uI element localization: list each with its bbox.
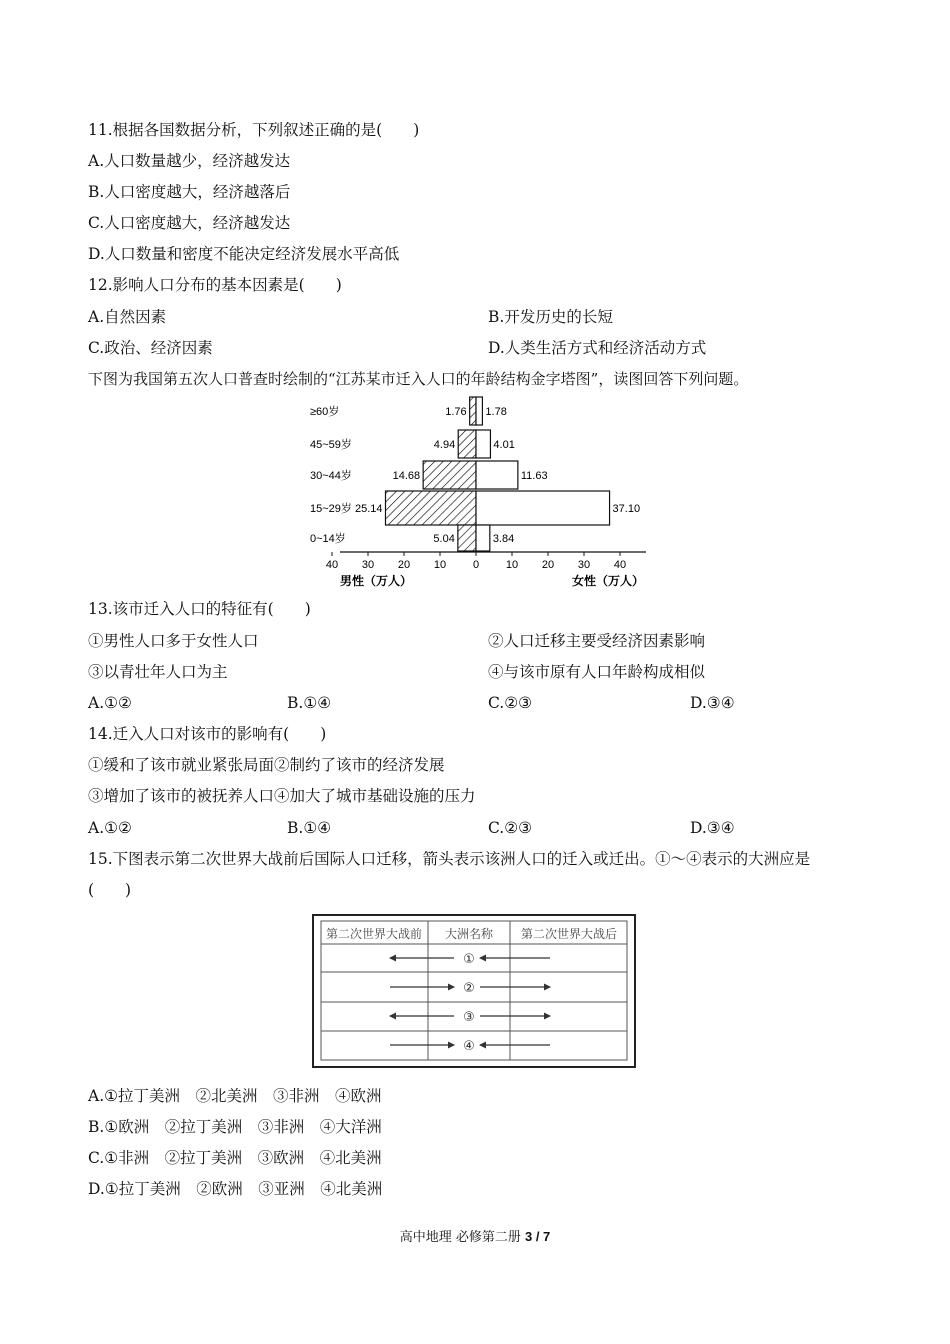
q14-stem: 14.迁入人口对该市的影响有( ) — [88, 725, 327, 743]
x-tick-label: 20 — [397, 559, 411, 571]
bar-female-4 — [476, 525, 490, 551]
pyramid-category-label: 15~29岁 — [310, 503, 352, 515]
q14-option-c: C.②③ — [488, 819, 533, 837]
pyramid-category-label: 0~14岁 — [310, 533, 346, 545]
pyramid-xlabel-female: 女性（万人） — [572, 574, 645, 588]
bar-female-3 — [476, 491, 610, 525]
q13-option-a: A.①② — [88, 694, 132, 712]
q12-option-b: B.开发历史的长短 — [488, 308, 613, 326]
footer-title: 高中地理 必修第二册 — [399, 1230, 525, 1245]
bar-female-1 — [476, 430, 490, 458]
bar-male-4 — [458, 525, 476, 551]
q11-option-b: B.人口密度越大，经济越落后 — [88, 183, 291, 201]
pyramid-category-label: ≥60岁 — [310, 406, 340, 418]
header-before-ww2: 第二次世界大战前 — [325, 927, 423, 941]
q15-option-b: B.①欧洲 ②拉丁美洲 ③非洲 ④大洋洲 — [88, 1118, 382, 1136]
bar-female-0 — [476, 397, 482, 425]
chart-intro: 下图为我国第五次人口普查时绘制的“江苏某市迁入人口的年龄结构金字塔图”，读图回答下列问题。 — [88, 370, 749, 388]
q15-option-d: D.①拉丁美洲 ②欧洲 ③亚洲 ④北美洲 — [88, 1180, 383, 1198]
q13-item-3: ③以青壮年人口为主 — [88, 663, 228, 681]
value-label-male: 25.14 — [354, 503, 383, 515]
q14-option-b: B.①④ — [287, 819, 332, 837]
q14-option-d: D.③④ — [690, 819, 735, 837]
q11-option-a: A.人口数量越少，经济越发达 — [88, 152, 291, 170]
value-label-female: 1.78 — [485, 406, 507, 418]
q14-option-a: A.①② — [88, 819, 132, 837]
value-label-female: 11.63 — [520, 470, 548, 482]
value-label-female: 3.84 — [492, 533, 515, 545]
bar-male-0 — [470, 397, 476, 425]
q15-stem-paren: ( ) — [88, 881, 132, 899]
bar-male-2 — [423, 461, 476, 489]
value-label-male: 1.76 — [445, 406, 467, 418]
migration-table-figure — [312, 914, 636, 1068]
q13-option-c: C.②③ — [488, 694, 533, 712]
q13-option-b: B.①④ — [287, 694, 332, 712]
bar-male-3 — [385, 491, 476, 525]
continent-marker: ④ — [463, 1038, 475, 1053]
bar-female-2 — [476, 461, 518, 489]
q13-item-4: ④与该市原有人口年龄构成相似 — [488, 663, 706, 681]
value-label-female: 37.10 — [612, 503, 641, 515]
q12-option-d: D.人类生活方式和经济活动方式 — [488, 339, 707, 357]
page-number: 3 / 7 — [524, 1229, 551, 1244]
x-tick-label: 40 — [613, 559, 627, 571]
q12-option-c: C.政治、经济因素 — [88, 339, 213, 357]
header-continent: 大洲名称 — [444, 927, 494, 941]
pyramid-category-label: 30~44岁 — [310, 470, 352, 482]
q13-item-1: ①男性人口多于女性人口 — [88, 632, 259, 650]
q14-item-line2: ③增加了该市的被抚养人口④加大了城市基础设施的压力 — [88, 787, 476, 805]
q13-option-d: D.③④ — [690, 694, 735, 712]
x-tick-label: 10 — [433, 559, 447, 571]
q11-option-c: C.人口密度越大，经济越发达 — [88, 214, 291, 232]
value-label-male: 5.04 — [433, 533, 455, 545]
q12-stem: 12.影响人口分布的基本因素是( ) — [88, 276, 342, 294]
header-after-ww2: 第二次世界大战后 — [520, 927, 618, 941]
pyramid-xlabel-male: 男性（万人） — [340, 574, 413, 588]
x-tick-label: 0 — [472, 559, 480, 571]
x-tick-label: 40 — [325, 559, 339, 571]
q15-stem: 15.下图表示第二次世界大战前后国际人口迁移，箭头表示该洲人口的迁入或迁出。①～④表示的大洲应是 — [88, 850, 811, 868]
continent-marker: ① — [463, 951, 475, 966]
bar-male-1 — [458, 430, 476, 458]
x-tick-label: 20 — [541, 559, 555, 571]
q11-option-d: D.人口数量和密度不能决定经济发展水平高低 — [88, 245, 400, 263]
pyramid-category-label: 45~59岁 — [310, 439, 352, 451]
q13-item-2: ②人口迁移主要受经济因素影响 — [488, 632, 706, 650]
value-label-female: 4.01 — [493, 439, 515, 451]
page-footer — [0, 1226, 950, 1245]
population-pyramid-chart — [300, 392, 660, 592]
continent-marker: ② — [463, 980, 475, 995]
q12-option-a: A.自然因素 — [88, 308, 167, 326]
q15-option-c: C.①非洲 ②拉丁美洲 ③欧洲 ④北美洲 — [88, 1149, 382, 1167]
x-tick-label: 10 — [505, 559, 519, 571]
value-label-male: 14.68 — [392, 470, 421, 482]
q11-stem: 11.根据各国数据分析，下列叙述正确的是( ) — [88, 121, 420, 139]
value-label-male: 4.94 — [433, 439, 456, 451]
q14-item-line1: ①缓和了该市就业紧张局面②制约了该市的经济发展 — [88, 756, 445, 774]
continent-marker: ③ — [463, 1009, 475, 1024]
x-tick-label: 30 — [577, 559, 591, 571]
x-tick-label: 30 — [361, 559, 375, 571]
q15-option-a: A.①拉丁美洲 ②北美洲 ③非洲 ④欧洲 — [88, 1087, 382, 1105]
q13-stem: 13.该市迁入人口的特征有( ) — [88, 600, 311, 618]
